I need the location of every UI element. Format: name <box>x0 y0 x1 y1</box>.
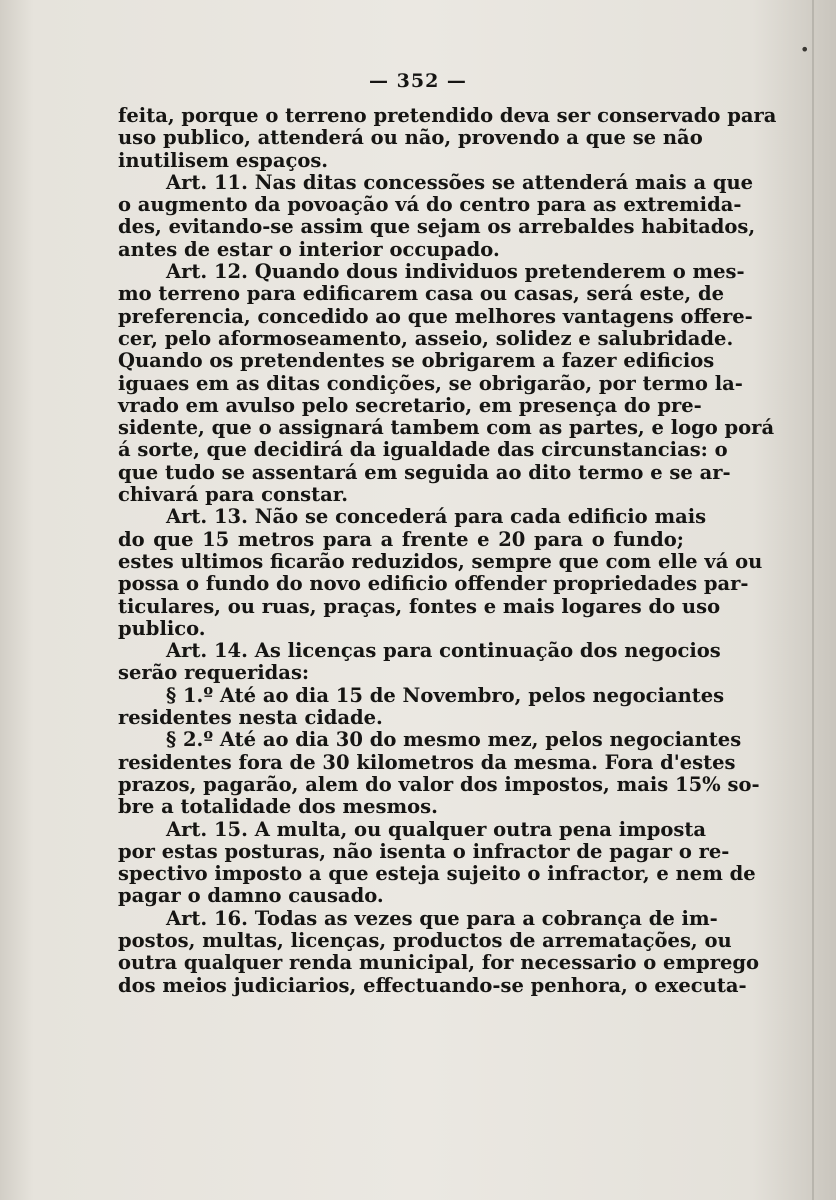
text-line: chivará para constar. <box>118 483 349 507</box>
text-line: § 2.º Até ao dia 30 do mesmo mez, pelos negociantes <box>166 728 742 752</box>
text-line: serão requeridas: <box>118 661 310 685</box>
text-line: dos meios judiciarios, effectuando-se penhora, o executa- <box>118 973 747 997</box>
margin-speck: • <box>800 40 810 59</box>
text-line: inutilisem espaços. <box>118 148 329 172</box>
text-line: spectivo imposto a que esteja sujeito o infractor, e nem de <box>118 862 756 886</box>
text-line: prazos, pagarão, alem do valor dos impostos, mais 15% so- <box>118 772 760 796</box>
paragraph <box>118 817 756 908</box>
page-number: — 352 — <box>369 70 467 92</box>
text-line: Art. 11. Nas ditas concessões se attenderá mais a que <box>166 170 754 194</box>
text-line: § 1.º Até ao dia 15 de Novembro, pelos negociantes <box>166 683 725 707</box>
text-line: Art. 13. Não se concederá para cada edificio mais <box>166 505 707 529</box>
text-line: Art. 12. Quando dous individuos pretenderem o mes- <box>166 260 745 284</box>
paragraph <box>118 683 725 730</box>
text-line: cer, pelo aformoseamento, asseio, solidez e salubridade. <box>118 326 734 350</box>
paragraph <box>118 104 777 172</box>
text-line: estes ultimos ficarão reduzidos, sempre que com elle vá ou <box>118 549 763 573</box>
text-line: do que 15 metros para a frente e 20 para o fundo; <box>118 527 684 551</box>
paragraph <box>118 906 760 997</box>
page-fold-shadow <box>812 0 814 1200</box>
text-line: postos, multas, licenças, productos de arrematações, ou <box>118 928 732 952</box>
text-line: bre a totalidade dos mesmos. <box>118 795 438 819</box>
text-line: o augmento da povoação vá do centro para as extremida- <box>118 193 742 217</box>
paragraph <box>118 170 756 261</box>
text-line: des, evitando-se assim que sejam os arrebaldes habitados, <box>118 215 756 239</box>
text-line: por estas posturas, não isenta o infractor de pagar o re- <box>118 839 730 863</box>
text-line: Quando os pretendentes se obrigarem a fazer edificios <box>118 349 715 373</box>
text-line: uso publico, attenderá ou não, provendo a que se não <box>118 126 703 150</box>
paragraph <box>118 260 775 507</box>
text-line: residentes fora de 30 kilometros da mesma. Fora d'estes <box>118 750 736 774</box>
text-line: Art. 15. A multa, ou qualquer outra pena imposta <box>166 817 707 841</box>
text-line: preferencia, concedido ao que melhores vantagens offere- <box>118 304 753 328</box>
text-line: antes de estar o interior occupado. <box>118 237 500 261</box>
text-line: Art. 16. Todas as vezes que para a cobrança de im- <box>166 906 718 930</box>
text-line: ticulares, ou ruas, praças, fontes e mais logares do uso <box>118 594 721 618</box>
text-line: pagar o damno causado. <box>118 884 384 908</box>
paragraph <box>118 639 721 685</box>
text-line: iguaes em as ditas condições, se obrigarão, por termo la- <box>118 371 743 395</box>
text-line: residentes nesta cidade. <box>118 706 383 730</box>
text-line: feita, porque o terreno pretendido deva ser conservado para <box>118 104 777 127</box>
text-line: possa o fundo do novo edificio offender propriedades par- <box>118 572 749 596</box>
text-line: á sorte, que decidirá da igualdade das circunstancias: o <box>118 438 728 462</box>
paragraph <box>118 728 760 819</box>
text-line: outra qualquer renda municipal, for necessario o emprego <box>118 951 760 975</box>
text-line: que tudo se assentará em seguida ao dito termo e se ar- <box>118 460 731 484</box>
text-line: Art. 14. As licenças para continuação dos negocios <box>166 639 721 663</box>
body-text <box>118 104 777 997</box>
text-line: sidente, que o assignará tambem com as partes, e logo porá <box>118 416 775 440</box>
text-line: vrado em avulso pelo secretario, em presença do pre- <box>118 393 702 417</box>
text-line: mo terreno para edificarem casa ou casas, será este, de <box>118 282 725 306</box>
paragraph <box>118 505 763 640</box>
text-line: publico. <box>118 616 206 640</box>
